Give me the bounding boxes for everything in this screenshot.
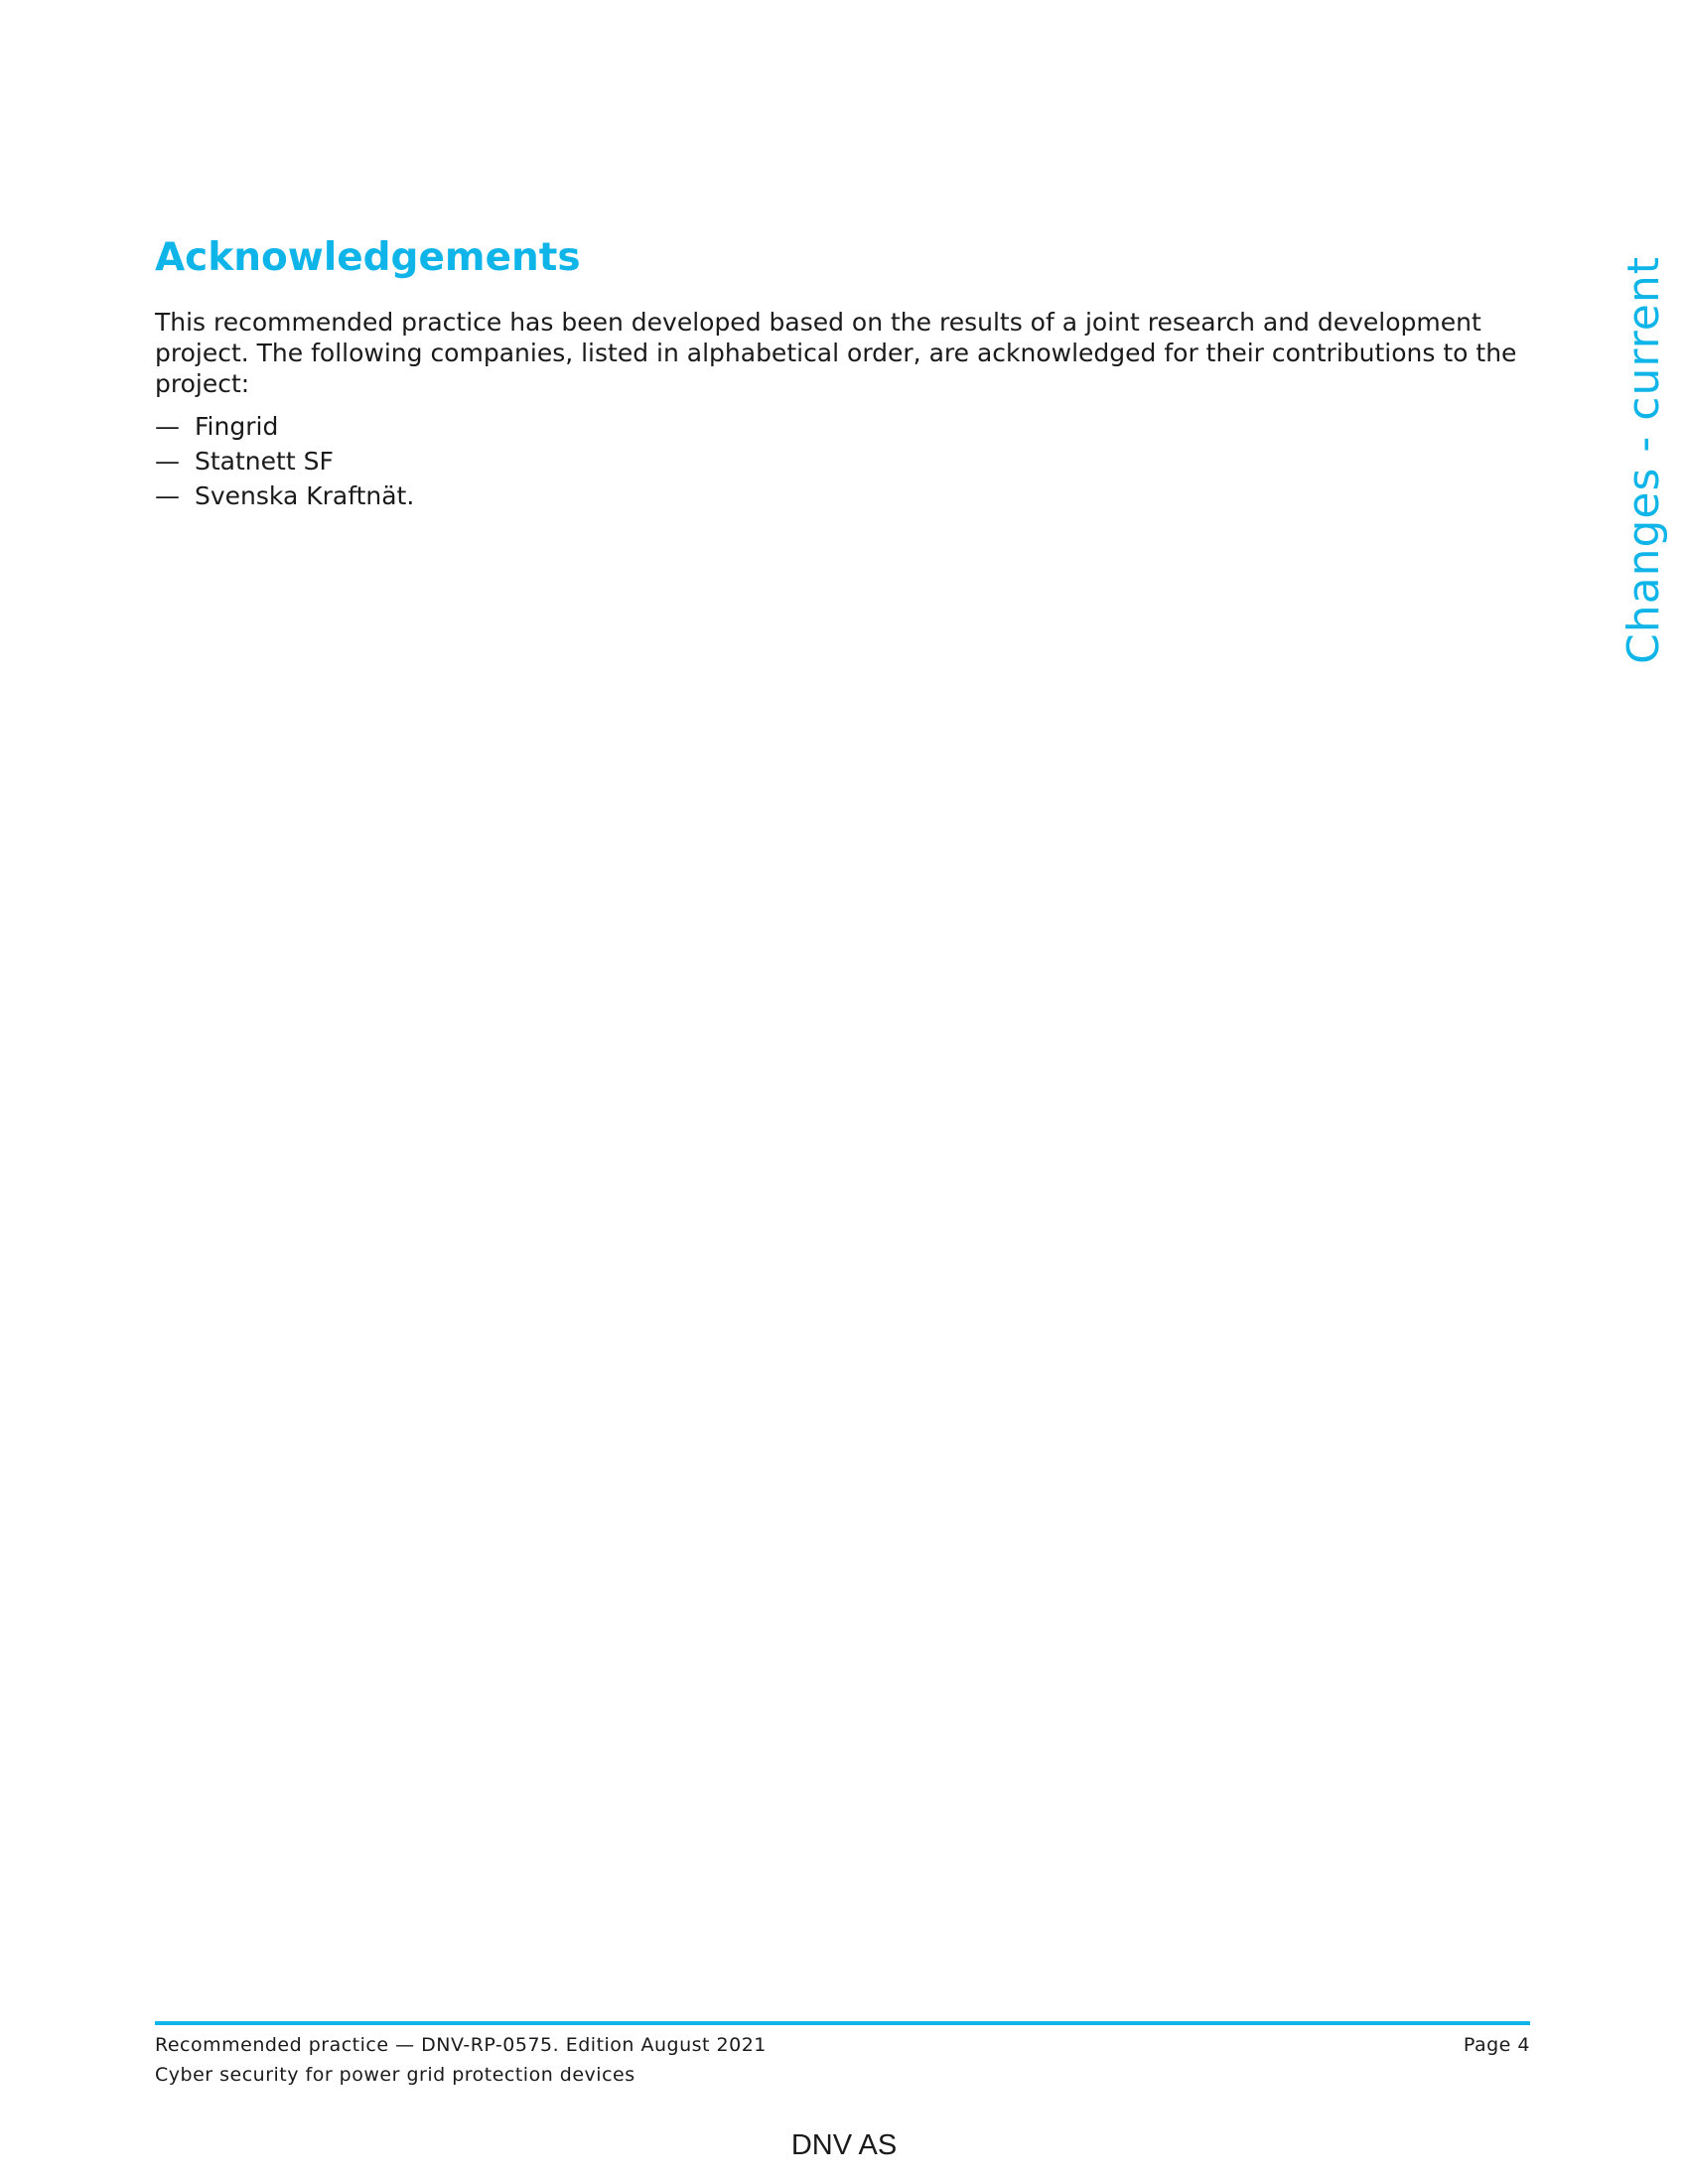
intro-paragraph: This recommended practice has been developed based on the results of a joint research and development project. The following companies, listed in alphabetical order, are acknowledged for their contributions to the project: (155, 308, 1517, 398)
list-item (155, 444, 414, 478)
company-name: Statnett SF (195, 447, 334, 476)
footer-document-reference: Recommended practice — DNV-RP-0575. Edition August 2021 (155, 2034, 767, 2056)
list-bullet: — (155, 447, 180, 476)
changes-side-label: Changes - current (1618, 256, 1669, 664)
list-bullet: — (155, 412, 180, 441)
publisher-name: DNV AS (790, 2129, 898, 2161)
company-name: Fingrid (195, 412, 279, 441)
company-list (155, 409, 414, 513)
list-bullet: — (155, 481, 180, 510)
footer-page-number: Page 4 (1463, 2034, 1530, 2056)
footer-divider (155, 2021, 1530, 2025)
list-item (155, 409, 414, 444)
footer-document-title: Cyber security for power grid protection devices (155, 2064, 635, 2086)
page-title: Acknowledgements (155, 235, 581, 280)
list-item (155, 478, 414, 513)
company-name: Svenska Kraftnät. (195, 481, 415, 510)
